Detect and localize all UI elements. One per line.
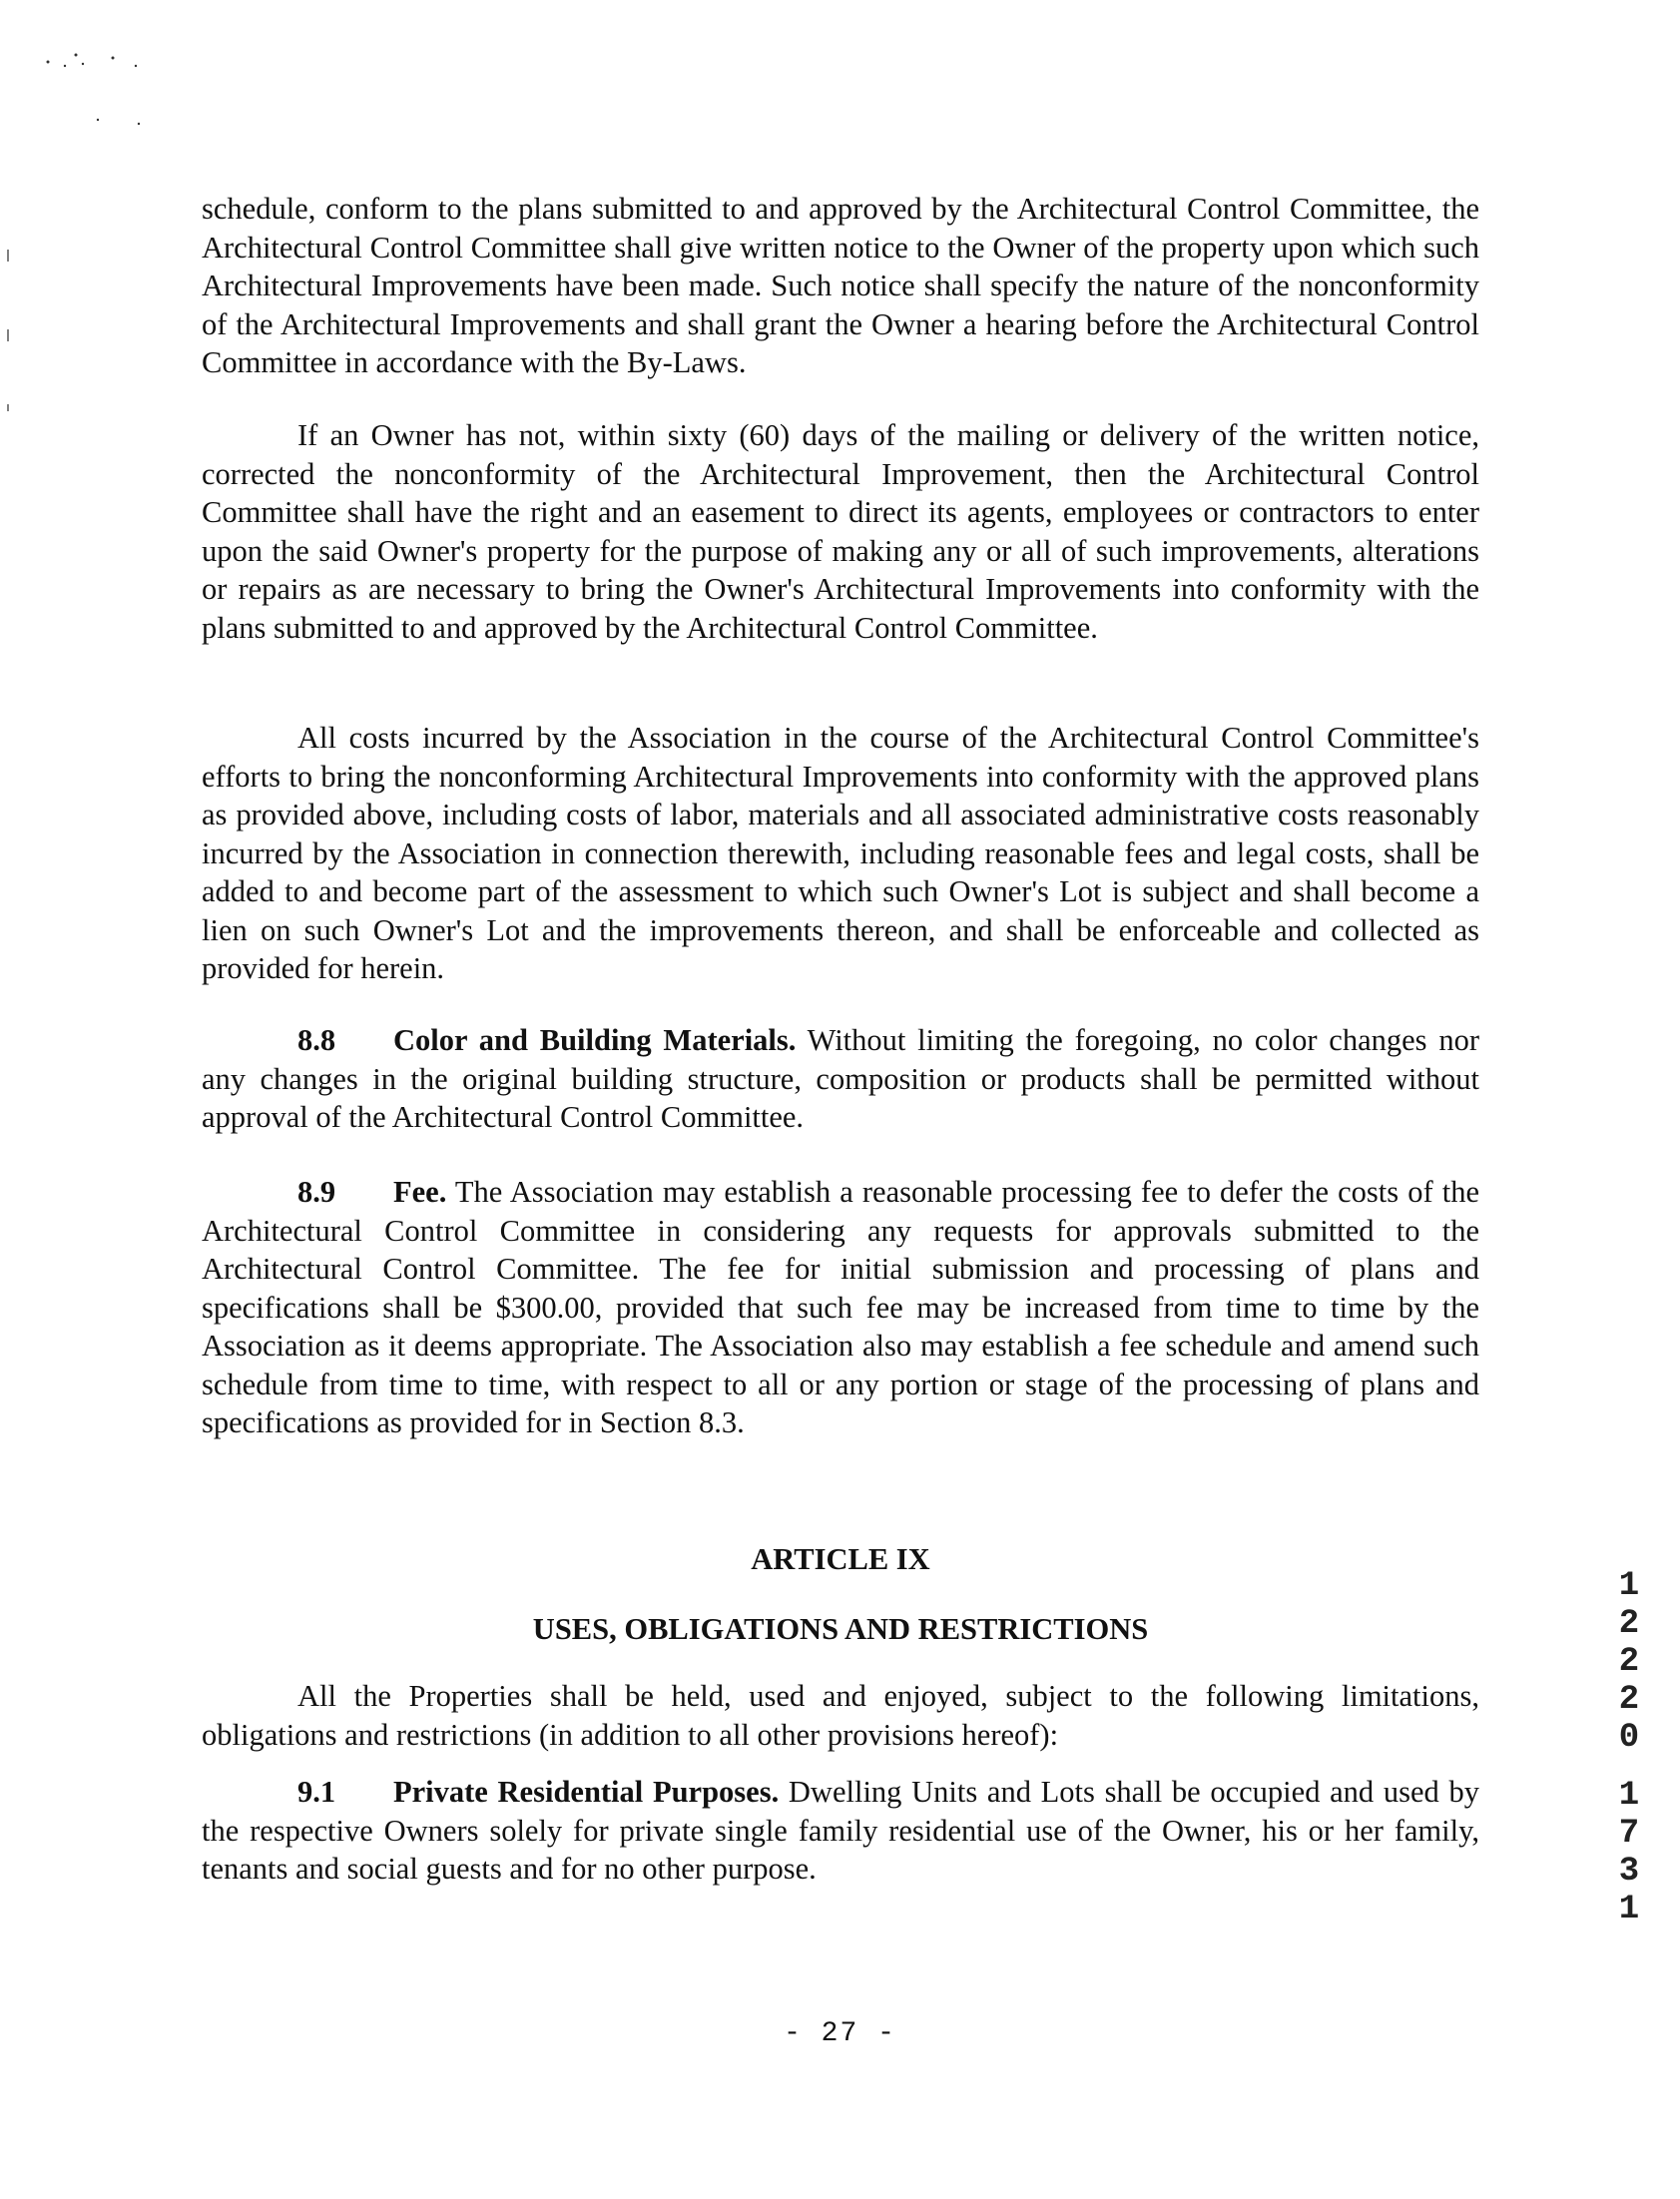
page-number: - 27 - <box>784 2018 896 2049</box>
paragraph-text: If an Owner has not, within sixty (60) days of the mailing or delivery of the written notice, corrected the nonconformity of the Architectural Improvement, then the Architectural Control Committee shall have the right and an easement to direct its agents, employees or contractors to enter upon the said Owner's property for the purpose of making any or all of such improvements, alterations or repairs as are necessary to bring the Owner's Architectural Improvements into conformity with the plans submitted to and approved by the Architectural Control Committee. <box>202 418 1479 645</box>
section-number: 8.8 <box>297 1023 336 1057</box>
article-heading: ARTICLE IX <box>751 1542 930 1576</box>
article-intro <box>202 1677 1479 1754</box>
document-number-bottom: 1 7 3 1 <box>1618 1777 1640 1928</box>
section-body: Dwelling Units and Lots shall be occupied and used by the respective Owners solely for private single family residential use of the Owner, his or her family, tenants and social guests and for no other purpose. <box>202 1775 1479 1886</box>
section-9-1 <box>202 1773 1479 1889</box>
paragraph-text: All costs incurred by the Association in the course of the Architectural Control Committee's efforts to bring the nonconforming Architectural Improvements into conformity with the approved plans as provided above, including costs of labor, materials and all associated administrative costs reasonably incurred by the Association in connection therewith, including reasonable fees and legal costs, shall be added to and become part of the assessment to which such Owner's Lot is subject and shall become a lien on such Owner's Lot and the improvements thereon, and shall be enforceable and collected as provided for herein. <box>202 721 1479 985</box>
paragraph-text: schedule, conform to the plans submitted to and approved by the Architectural Control Committee, the Architectural Control Committee shall give written notice to the Owner of the property upon which such Architectural Improvements have been made. Such notice shall specify the nature of the nonconformity of the Architectural Improvements and shall grant the Owner a hearing before the Architectural Control Committee in accordance with the By-Laws. <box>202 192 1479 379</box>
section-8-8 <box>202 1021 1479 1137</box>
section-8-9 <box>202 1173 1479 1442</box>
article-subheading: USES, OBLIGATIONS AND RESTRICTIONS <box>532 1612 1149 1646</box>
section-number: 9.1 <box>297 1775 336 1809</box>
document-number-top: 1 2 2 2 0 <box>1618 1567 1640 1757</box>
section-title: Private Residential Purposes. <box>393 1775 780 1809</box>
section-body: The Association may establish a reasonable processing fee to defer the costs of the Architectural Control Committee in considering any requests for approvals submitted to the Architectural Control Committee. The fee for initial submission and processing of plans and specifications shall be $300.00, provided that such fee may be increased from time to time by the Association as it deems appropriate. The Association also may establish a fee schedule and amend such schedule from time to time, with respect to all or any portion or stage of the processing of plans and specifications as provided for in Section 8.3. <box>202 1175 1479 1439</box>
section-number: 8.9 <box>297 1175 336 1209</box>
paragraph-costs <box>202 719 1479 988</box>
paragraph-text: All the Properties shall be held, used and enjoyed, subject to the following limitations, obligations and restrictions (in addition to all other provisions hereof): <box>202 1679 1479 1752</box>
paragraph-notice <box>202 190 1479 382</box>
section-title: Color and Building Materials. <box>393 1023 797 1057</box>
section-body: Without limiting the foregoing, no color changes nor any changes in the original building structure, composition or products shall be permitted without approval of the Architectural Control Committee. <box>202 1023 1479 1134</box>
scan-speck-marks <box>40 40 240 140</box>
section-title: Fee. <box>393 1175 447 1209</box>
paragraph-remedy <box>202 416 1479 647</box>
scan-margin-ticks <box>0 0 20 419</box>
